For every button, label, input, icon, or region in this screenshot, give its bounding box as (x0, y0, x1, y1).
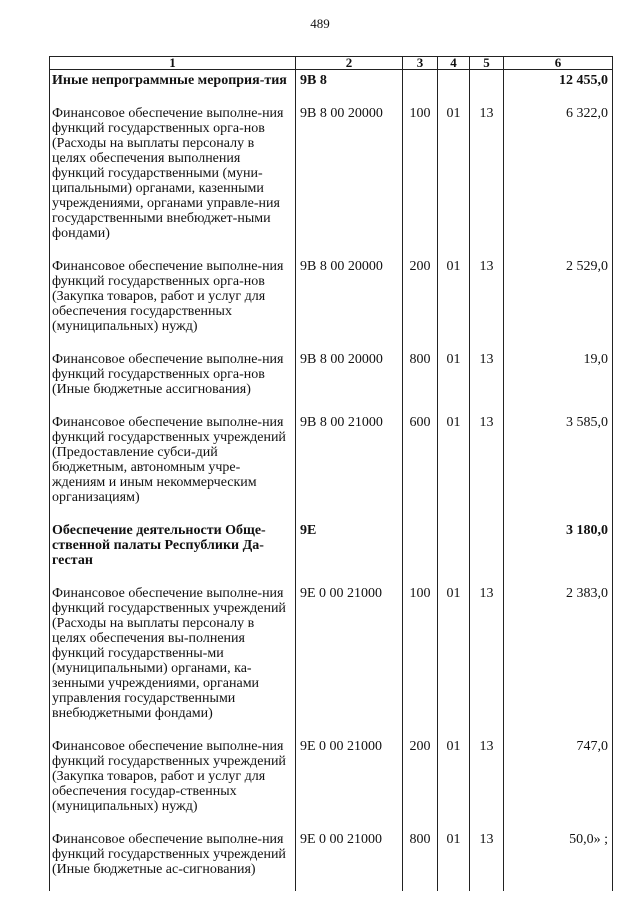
row-code: 9В 8 00 21000 (296, 411, 403, 519)
page-number: 489 (310, 16, 330, 31)
row-section: 01 (438, 102, 470, 255)
row-code: 9В 8 00 20000 (296, 102, 403, 255)
table-row (50, 102, 613, 255)
table-row (50, 411, 613, 519)
row-expense-type: 100 (403, 582, 438, 735)
row-expense-type (403, 519, 438, 582)
row-subsection: 13 (470, 255, 504, 348)
row-amount: 2 383,0 (504, 582, 613, 735)
column-header: 2 (296, 57, 403, 70)
budget-table (49, 56, 613, 891)
column-header: 6 (504, 57, 613, 70)
row-name: Финансовое обеспечение выполне-ния функций государственных учреждений (Предоставление субси-дий бюджетным, автономным учре-ждениям и иным некоммерческим организациям) (50, 411, 296, 519)
row-subsection: 13 (470, 582, 504, 735)
row-code: 9В 8 00 20000 (296, 348, 403, 411)
row-expense-type: 800 (403, 828, 438, 891)
row-section: 01 (438, 582, 470, 735)
row-name: Финансовое обеспечение выполне-ния функций государственных орга-нов (Расходы на выплаты персоналу в целях обеспечения выполнения функций государственными (муни-ципальными) органами, казенными учреждениями, органами управле-ния государственными внебюджет-ными фондами) (50, 102, 296, 255)
row-code: 9Е 0 00 21000 (296, 582, 403, 735)
row-subsection (470, 70, 504, 103)
row-subsection: 13 (470, 735, 504, 828)
table-row (50, 582, 613, 735)
row-name: Финансовое обеспечение выполне-ния функций государственных учреждений (Закупка товаров, работ и услуг для обеспечения государ-ственных (муниципальных) нужд) (50, 735, 296, 828)
table-row (50, 735, 613, 828)
row-section: 01 (438, 828, 470, 891)
row-name: Финансовое обеспечение выполне-ния функций государственных учреждений (Расходы на выплаты персоналу в целях обеспечения вы-полнения функций государственны-ми (муниципальными) органами, ка-зенными учреждениями, органами управления государственными внебюджетными фондами) (50, 582, 296, 735)
column-header: 4 (438, 57, 470, 70)
row-amount: 19,0 (504, 348, 613, 411)
table-row (50, 828, 613, 891)
column-header: 5 (470, 57, 504, 70)
row-section: 01 (438, 255, 470, 348)
row-amount: 12 455,0 (504, 70, 613, 103)
row-amount: 2 529,0 (504, 255, 613, 348)
row-subsection (470, 519, 504, 582)
table-row (50, 519, 613, 582)
table-row (50, 70, 613, 103)
row-name: Иные непрограммные мероприя-тия (50, 70, 296, 103)
row-code: 9Е 0 00 21000 (296, 735, 403, 828)
row-code: 9Е 0 00 21000 (296, 828, 403, 891)
row-amount: 50,0» ; (504, 828, 613, 891)
row-code: 9В 8 (296, 70, 403, 103)
row-name: Финансовое обеспечение выполне-ния функций государственных орга-нов (Иные бюджетные ассигнования) (50, 348, 296, 411)
table-header-row (50, 57, 613, 70)
row-section: 01 (438, 411, 470, 519)
column-header: 1 (50, 57, 296, 70)
row-expense-type: 200 (403, 735, 438, 828)
row-amount: 6 322,0 (504, 102, 613, 255)
row-name: Обеспечение деятельности Обще-ственной палаты Республики Да-гестан (50, 519, 296, 582)
row-subsection: 13 (470, 828, 504, 891)
row-subsection: 13 (470, 411, 504, 519)
table-row (50, 348, 613, 411)
row-name: Финансовое обеспечение выполне-ния функций государственных орга-нов (Закупка товаров, работ и услуг для обеспечения государственных (муниципальных) нужд) (50, 255, 296, 348)
row-expense-type (403, 70, 438, 103)
row-expense-type: 200 (403, 255, 438, 348)
row-section: 01 (438, 348, 470, 411)
row-section (438, 70, 470, 103)
row-name: Финансовое обеспечение выполне-ния функций государственных учреждений (Иные бюджетные ас-сигнования) (50, 828, 296, 891)
row-section (438, 519, 470, 582)
row-code: 9В 8 00 20000 (296, 255, 403, 348)
row-expense-type: 600 (403, 411, 438, 519)
row-amount: 3 180,0 (504, 519, 613, 582)
row-section: 01 (438, 735, 470, 828)
row-code: 9Е (296, 519, 403, 582)
row-subsection: 13 (470, 102, 504, 255)
row-subsection: 13 (470, 348, 504, 411)
table-row (50, 255, 613, 348)
row-amount: 3 585,0 (504, 411, 613, 519)
row-expense-type: 100 (403, 102, 438, 255)
row-expense-type: 800 (403, 348, 438, 411)
column-header: 3 (403, 57, 438, 70)
row-amount: 747,0 (504, 735, 613, 828)
